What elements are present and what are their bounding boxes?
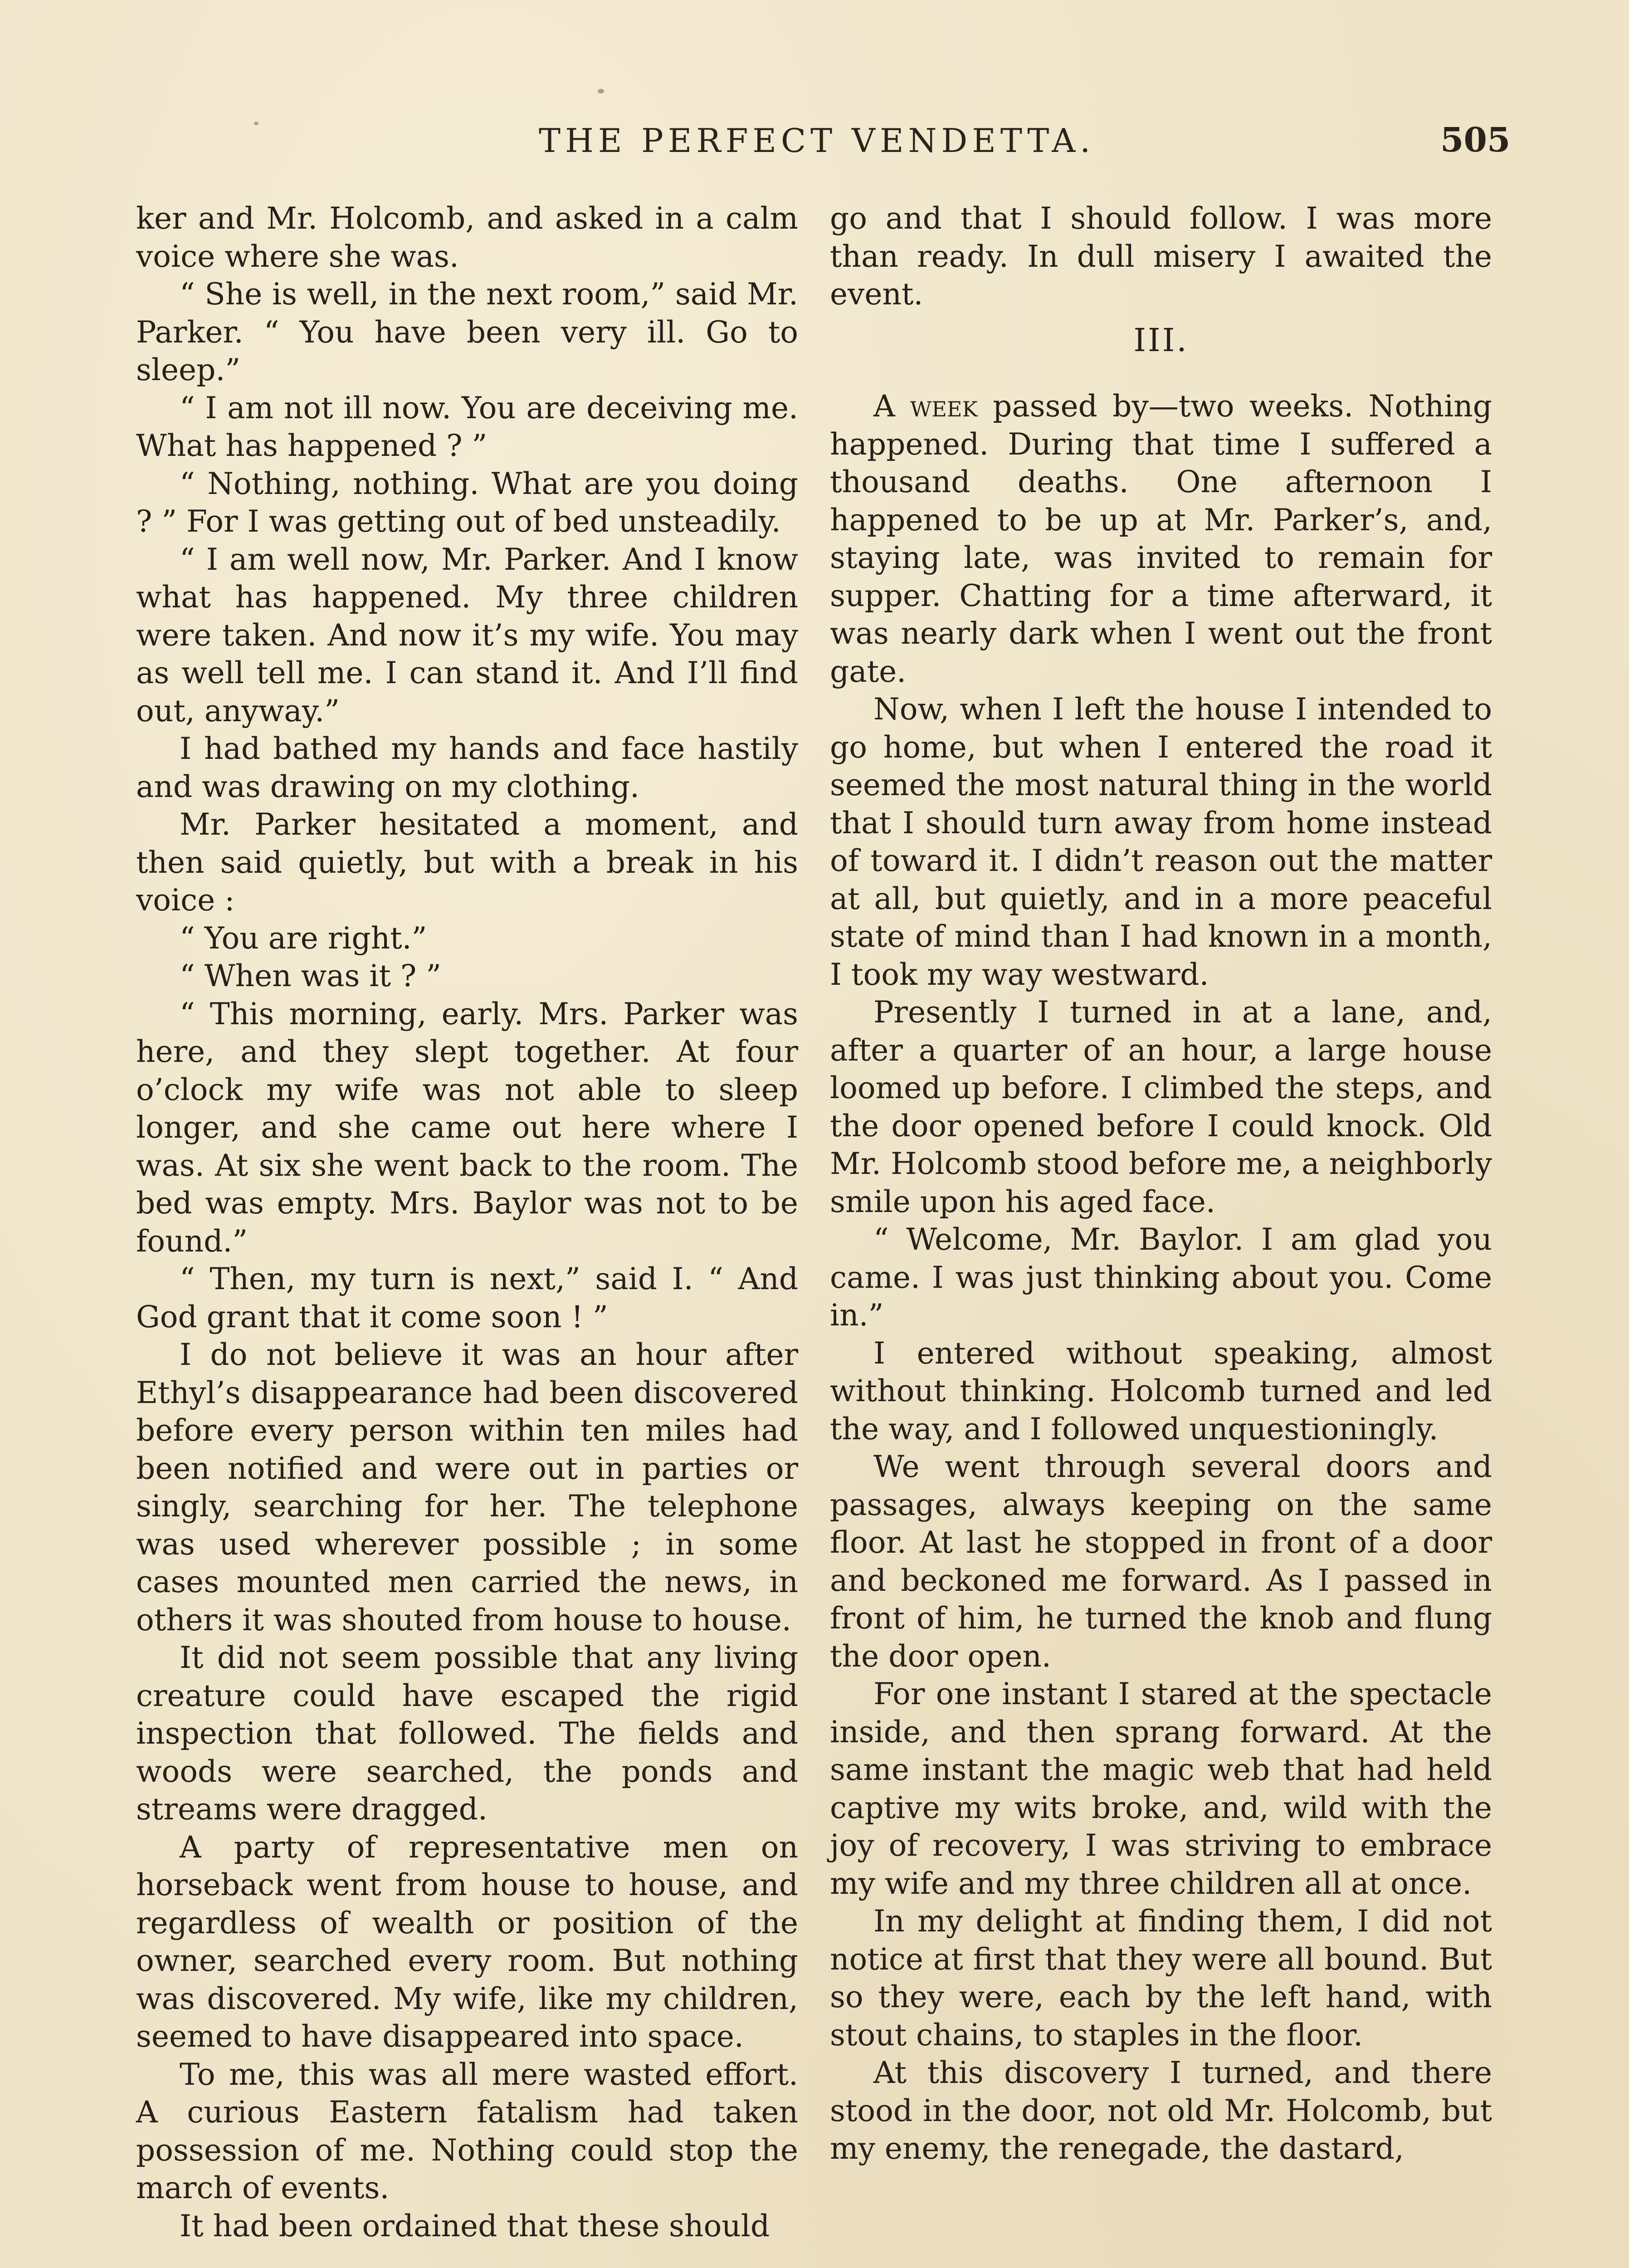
paragraph: go and that I should follow. I was more than ready. In dull misery I awaited the event. <box>830 201 1492 312</box>
paragraph: “ She is well, in the next room,” said Mr. Parker. “ You have been very ill. Go to sleep.” <box>136 277 798 387</box>
paragraph <box>830 387 1492 690</box>
paragraph: A party of representative men on horseback went from house to house, and regardless of wealth or position of the owner, searched every room. But nothing was discovered. My wife, like my children, seemed to have disappeared into space. <box>136 1829 798 2054</box>
paragraph: To me, this was all mere wasted effort. A curious Eastern fatalism had taken possession of me. Nothing could stop the march of events. <box>136 2057 798 2205</box>
paragraph: I entered without speaking, almost without thinking. Holcomb turned and led the way, and I followed unquestioningly. <box>830 1335 1492 1447</box>
paragraph: “ This morning, early. Mrs. Parker was here, and they slept together. At four o’clock my wife was not able to sleep longer, and she came out here where I was. At six she went back to the room. The bed was empty. Mrs. Baylor was not to be found.” <box>136 996 798 1259</box>
paragraph: Mr. Parker hesitated a moment, and then said quietly, but with a break in his voice : <box>136 807 798 918</box>
paragraph: “ You are right.” <box>180 920 427 956</box>
paragraph: Now, when I left the house I intended to go home, but when I entered the road it seemed the most natural thing in the world that I should turn away from home instead of toward it. I didn’t reason out the matter at all, but quietly, and in a more peaceful state of mind than I had known in a month, I took my way westward. <box>830 692 1492 992</box>
paper-fleck <box>598 89 604 93</box>
left-column <box>136 200 798 2245</box>
right-column <box>830 200 1492 2168</box>
running-title: THE PERFECT VENDETTA. <box>539 122 1095 160</box>
paragraph: “ Welcome, Mr. Baylor. I am glad you came. I was just thinking about you. Come in.” <box>830 1222 1492 1333</box>
paragraph: It had been ordained that these should <box>180 2208 770 2244</box>
opening-small-caps: A week <box>873 389 978 424</box>
paragraph: I had bathed my hands and face hastily and was drawing on my clothing. <box>136 731 798 804</box>
paragraph: At this discovery I turned, and there stood in the door, not old Mr. Holcomb, but my enemy, the renegade, the dastard, <box>830 2055 1492 2166</box>
paragraph: In my delight at finding them, I did not notice at first that they were all bound. But so they were, each by the left hand, with stout chains, to staples in the floor. <box>830 1904 1492 2053</box>
paragraph: “ Nothing, nothing. What are you doing ? ” For I was getting out of bed unsteadily. <box>136 466 798 539</box>
paragraph-text: passed by—two weeks. Nothing happened. During that time I suffered a thousand deaths. One afternoon I happened to be up at Mr. Parker’s, and, staying late, was invited to remain for supper. Chatting for a time afterward, it was nearly dark when I went out the front gate. <box>830 389 1492 689</box>
paragraph: We went through several doors and passages, always keeping on the same floor. At last he stopped in front of a door and beckoned me forward. As I passed in front of him, he turned the knob and flung the door open. <box>830 1449 1492 1674</box>
section-heading: III. <box>1133 321 1189 359</box>
paper-fleck <box>254 122 258 125</box>
paragraph: ker and Mr. Holcomb, and asked in a calm voice where she was. <box>136 201 798 274</box>
paragraph: It did not seem possible that any living creature could have escaped the rigid inspection that followed. The fields and woods were searched, the ponds and streams were dragged. <box>136 1640 798 1827</box>
paragraph: “ Then, my turn is next,” said I. “ And God grant that it come soon ! ” <box>136 1261 798 1334</box>
paragraph: “ I am well now, Mr. Parker. And I know what has happened. My three children were taken. And now it’s my wife. You may as well tell me. I can stand it. And I’ll find out, anyway.” <box>136 542 798 728</box>
paragraph: “ I am not ill now. You are deceiving me. What has happened ? ” <box>136 390 798 463</box>
paragraph: “ When was it ? ” <box>180 958 442 993</box>
paragraph: I do not believe it was an hour after Ethyl’s disappearance had been discovered before every person within ten miles had been notified and were out in parties or singly, searching for her. The telephone was used wherever possible ; in some cases mounted men carried the news, in others it was shouted from house to house. <box>136 1337 798 1637</box>
paragraph: For one instant I stared at the spectacle inside, and then sprang forward. At the same instant the magic web that had held captive my wits broke, and, wild with the joy of recovery, I was striving to embrace my wife and my three children all at once. <box>830 1677 1492 1901</box>
paragraph: Presently I turned in at a lane, and, after a quarter of an hour, a large house loomed up before. I climbed the steps, and the door opened before I could knock. Old Mr. Holcomb stood before me, a neighborly smile upon his aged face. <box>830 995 1492 1219</box>
page-number: 505 <box>1440 121 1511 160</box>
